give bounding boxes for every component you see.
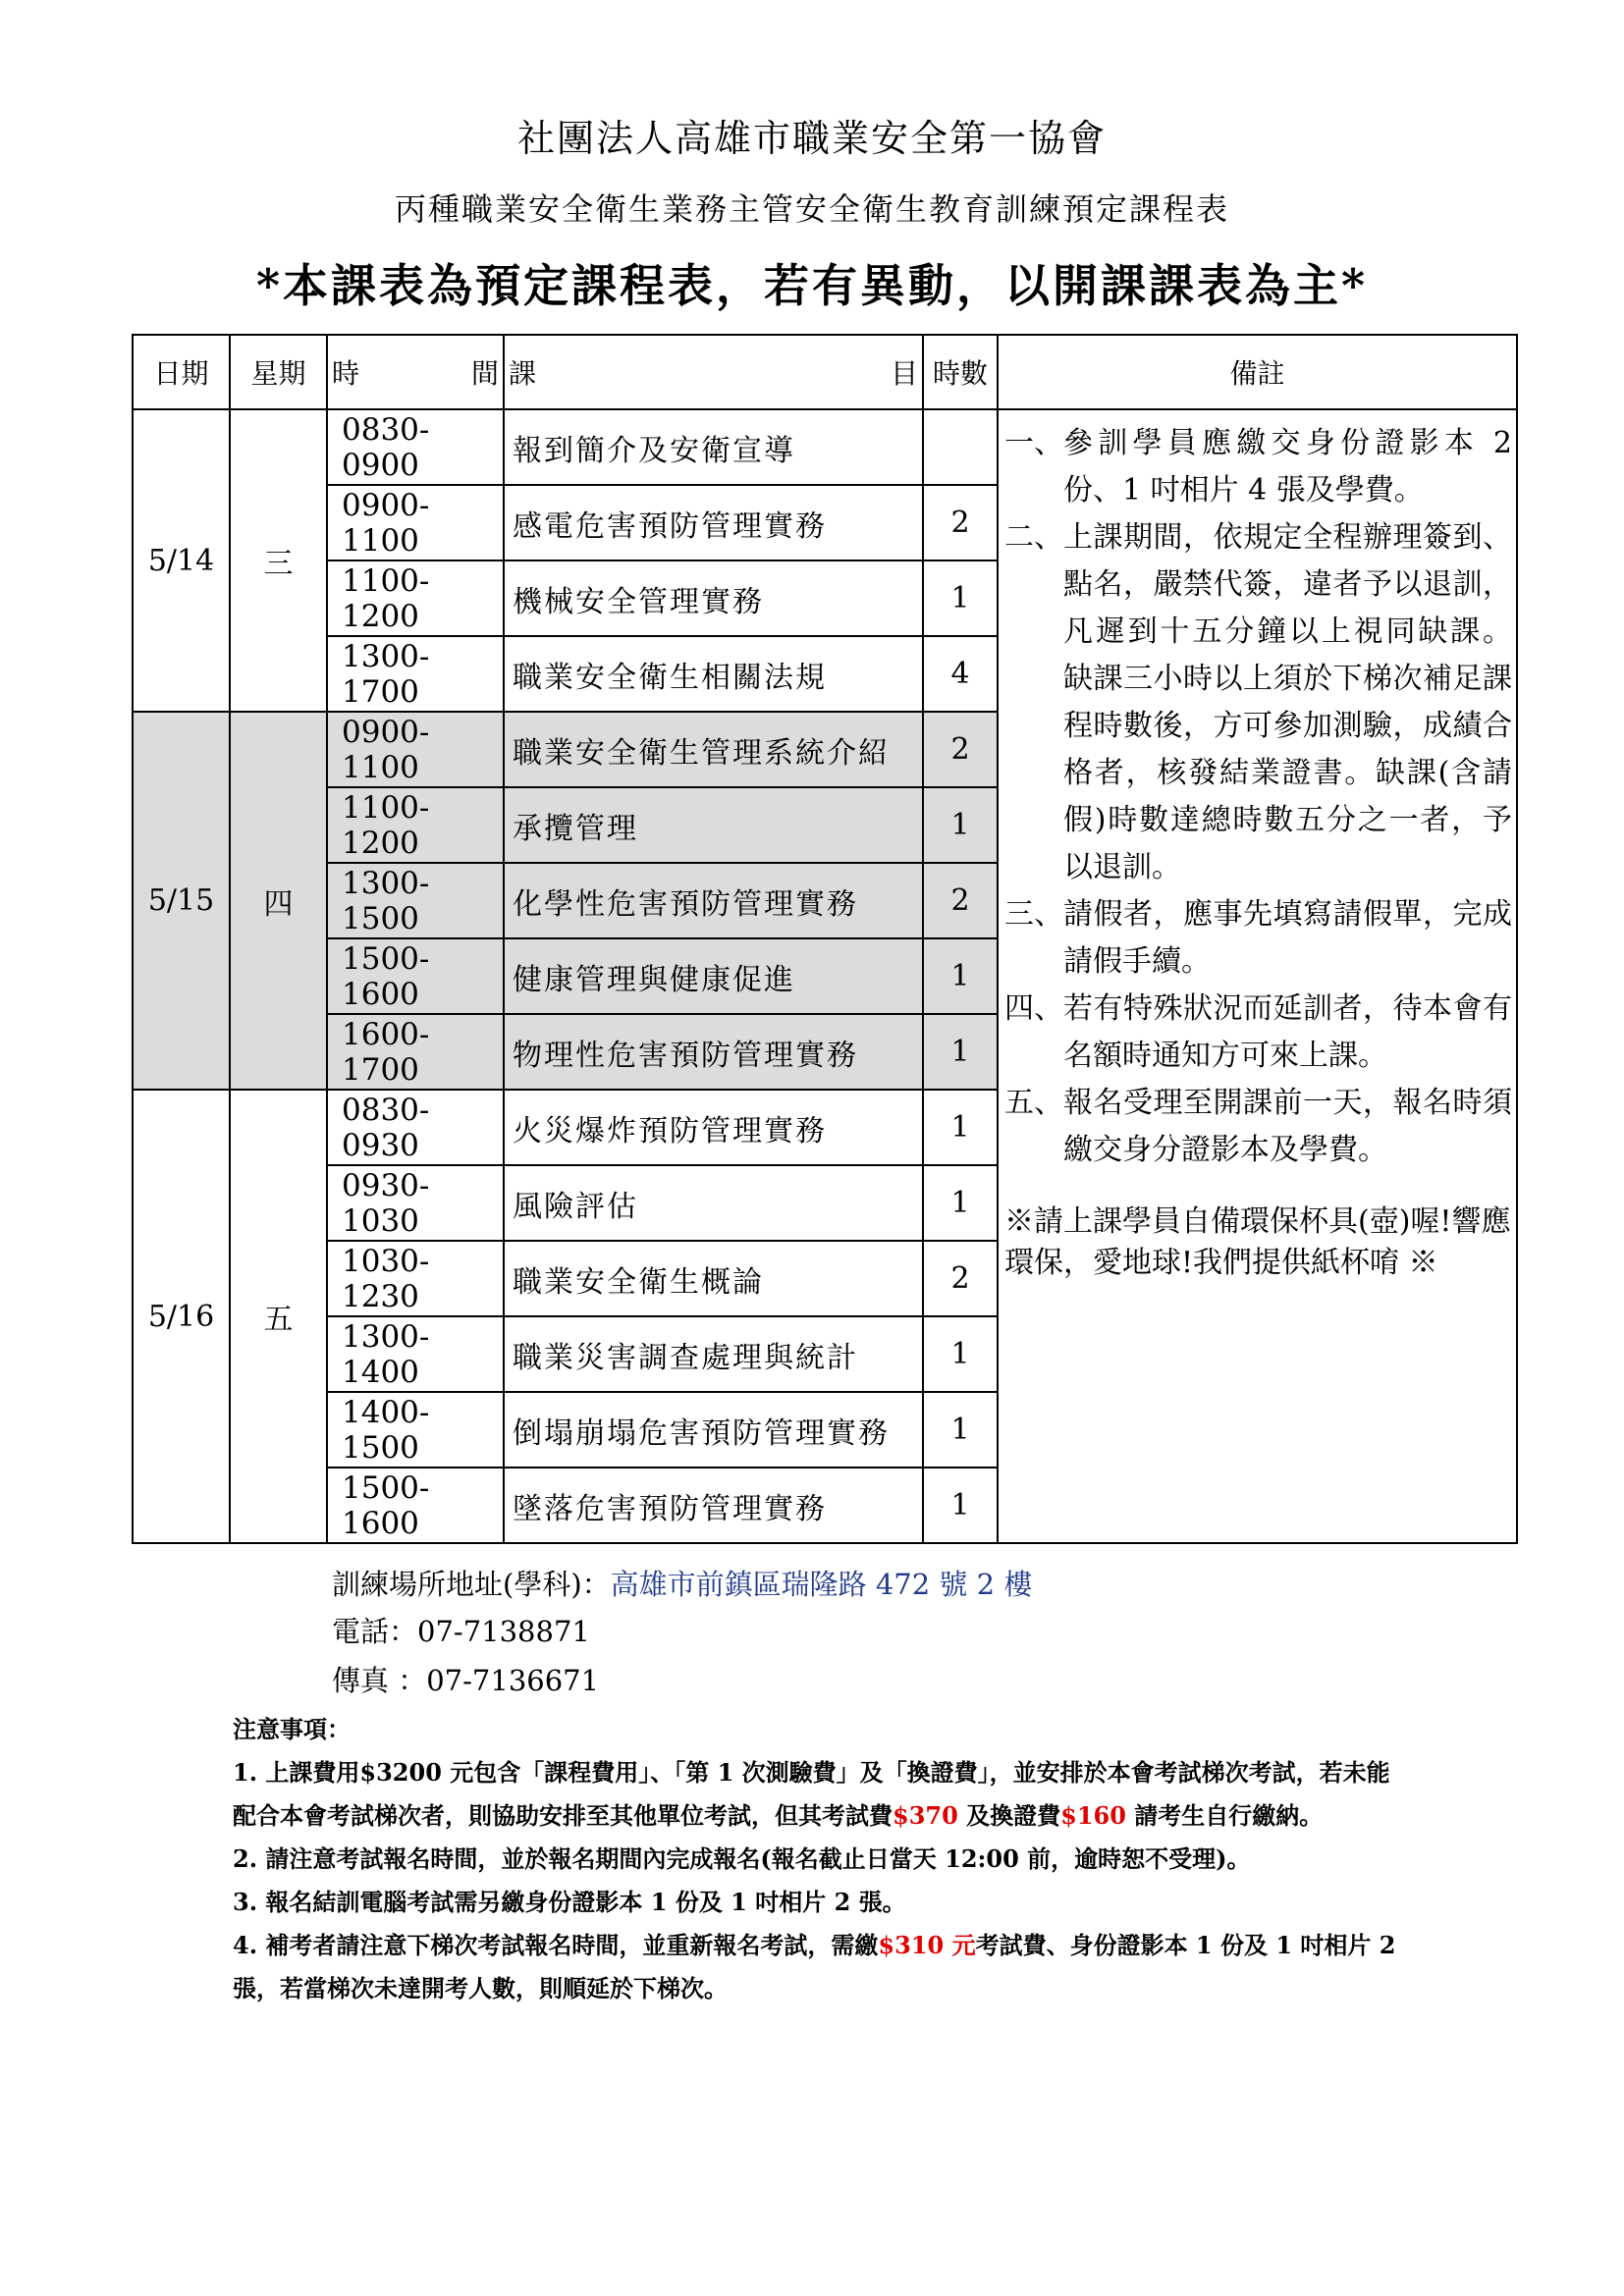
course-cell: 感電危害預防管理實務 (504, 485, 923, 561)
schedule-body (133, 409, 1517, 1543)
note-text: 上課期間，依規定全程辦理簽到、點名，嚴禁代簽，違者予以退訓，凡遲到十五分鐘以上視同缺課。 缺課三小時以上須於下梯次補足課程時數後，方可參加測驗，成績合格者，核發結業證書。缺課(含請假)時數達總時數五分之一者，予以退訓。 (1063, 520, 1512, 884)
attention-heading: 注意事項： (233, 1715, 351, 1743)
attention-item-1 (233, 1751, 1411, 1838)
date-cell: 5/15 (133, 712, 230, 1090)
hours-cell: 1 (923, 1165, 998, 1241)
table-row (133, 409, 1517, 485)
weekday-cell: 四 (230, 712, 327, 1090)
hours-cell: 2 (923, 712, 998, 787)
schedule-notice: *本課表為預定課程表，若有異動，以開課課表為主* (255, 259, 1369, 312)
course-cell: 風險評估 (504, 1165, 923, 1241)
note-item (1004, 891, 1512, 986)
training-address (332, 1563, 1032, 1603)
attention-item-1-text-c: 請考生自行繳納。 (1125, 1801, 1324, 1830)
course-title: 丙種職業安全衛生業務主管安全衛生教育訓練預定課程表 (394, 190, 1229, 228)
time-cell: 0930-1030 (327, 1165, 504, 1241)
note-label: 一、 (1004, 426, 1063, 460)
time-cell: 1500-1600 (327, 938, 504, 1014)
address-label: 訓練場所地址(學科)： (332, 1568, 611, 1601)
note-label: 二、 (1004, 520, 1063, 555)
hours-cell: 2 (923, 1241, 998, 1316)
attention-item-4-text-a: 4. 補考者請注意下梯次考試報名時間，並重新報名考試，需繳 (233, 1931, 879, 1959)
date-cell: 5/14 (133, 409, 230, 712)
course-cell: 職業安全衛生概論 (504, 1241, 923, 1316)
attention-item-1-text-a: 1. 上課費用$3200 元包含「課程費用」、「第 1 次測驗費」及「換證費」，並安排於本會考試梯次考試，若未能配合本會考試梯次者，則協助安排至其他單位考試，但其考試費 (233, 1758, 1390, 1830)
header-hours: 時數 (923, 335, 998, 409)
course-cell: 倒塌崩塌危害預防管理實務 (504, 1392, 923, 1468)
course-cell: 化學性危害預防管理實務 (504, 863, 923, 938)
header-notes: 備註 (998, 335, 1517, 409)
course-cell: 職業災害調查處理與統計 (504, 1316, 923, 1392)
hours-cell: 1 (923, 1392, 998, 1468)
time-cell: 0830-0900 (327, 409, 504, 485)
course-cell: 物理性危害預防管理實務 (504, 1014, 923, 1090)
attention-item-2: 2. 請注意考試報名時間，並於報名期間內完成報名(報名截止日當天 12:00 前，逾時恕不受理)。 (233, 1844, 1251, 1873)
hours-cell: 2 (923, 863, 998, 938)
time-cell: 1100-1200 (327, 561, 504, 636)
certificate-fee: $160 (1060, 1801, 1126, 1830)
organization-title: 社團法人高雄市職業安全第一協會 (516, 117, 1107, 160)
schedule-table (132, 334, 1518, 1544)
note-item (1004, 986, 1512, 1080)
note-label: 四、 (1004, 991, 1063, 1026)
attention-item-4-text-b: 考試費、身份證影本 1 份及 1 吋相片 2 張，若當梯次未達開考人數，則順延於下梯次。 (233, 1931, 1396, 2002)
exam-fee: $370 (893, 1801, 958, 1830)
notes-cell (998, 409, 1517, 1543)
header-time-b: 間 (470, 357, 499, 390)
time-cell: 1300-1500 (327, 863, 504, 938)
note-item (1004, 514, 1512, 891)
course-cell: 職業安全衛生相關法規 (504, 636, 923, 712)
time-cell: 0900-1100 (327, 712, 504, 787)
attention-item-4 (233, 1924, 1411, 2010)
course-cell: 健康管理與健康促進 (504, 938, 923, 1014)
hours-cell: 1 (923, 561, 998, 636)
time-cell: 1100-1200 (327, 787, 504, 863)
note-text: 請假者，應事先填寫請假單，完成請假手續。 (1063, 897, 1512, 979)
hours-cell (923, 409, 998, 485)
header-course-b: 目 (890, 357, 918, 390)
note-item (1004, 1080, 1512, 1174)
time-cell: 1600-1700 (327, 1014, 504, 1090)
note-text: 若有特殊狀況而延訓者，待本會有名額時通知方可來上課。 (1063, 991, 1512, 1073)
note-label: 三、 (1004, 897, 1063, 932)
header-course (504, 335, 923, 409)
table-header-row (133, 335, 1517, 409)
hours-cell: 4 (923, 636, 998, 712)
weekday-cell: 五 (230, 1090, 327, 1543)
note-label: 五、 (1004, 1086, 1063, 1120)
course-cell: 報到簡介及安衛宣導 (504, 409, 923, 485)
time-cell: 0830-0930 (327, 1090, 504, 1165)
course-cell: 承攬管理 (504, 787, 923, 863)
course-cell: 機械安全管理實務 (504, 561, 923, 636)
header-weekday: 星期 (230, 335, 327, 409)
time-cell: 0900-1100 (327, 485, 504, 561)
fax-number: 傳真 ：07-7136671 (332, 1664, 600, 1697)
time-cell: 1300-1700 (327, 636, 504, 712)
time-cell: 1300-1400 (327, 1316, 504, 1392)
time-cell: 1030-1230 (327, 1241, 504, 1316)
note-text: 報名受理至開課前一天，報名時須繳交身分證影本及學費。 (1063, 1086, 1512, 1167)
course-cell: 墜落危害預防管理實務 (504, 1468, 923, 1543)
course-cell: 職業安全衛生管理系統介紹 (504, 712, 923, 787)
course-cell: 火災爆炸預防管理實務 (504, 1090, 923, 1165)
note-text: 參訓學員應繳交身份證影本 2 份、1 吋相片 4 張及學費。 (1063, 426, 1512, 507)
attention-item-1-text-b: 及換證費 (957, 1801, 1061, 1830)
hours-cell: 2 (923, 485, 998, 561)
time-cell: 1500-1600 (327, 1468, 504, 1543)
phone-number: 電話：07-7138871 (332, 1615, 590, 1648)
retake-fee: $310 元 (878, 1931, 976, 1959)
hours-cell: 1 (923, 1316, 998, 1392)
header-time (327, 335, 504, 409)
header-course-a: 課 (509, 357, 537, 390)
header-time-a: 時 (332, 357, 360, 390)
date-cell: 5/16 (133, 1090, 230, 1543)
weekday-cell: 三 (230, 409, 327, 712)
hours-cell: 1 (923, 1014, 998, 1090)
attention-item-3: 3. 報名結訓電腦考試需另繳身份證影本 1 份及 1 吋相片 2 張。 (233, 1888, 906, 1916)
time-cell: 1400-1500 (327, 1392, 504, 1468)
hours-cell: 1 (923, 938, 998, 1014)
header-date: 日期 (133, 335, 230, 409)
hours-cell: 1 (923, 1468, 998, 1543)
hours-cell: 1 (923, 1090, 998, 1165)
note-item (1004, 420, 1512, 514)
address-value: 高雄市前鎮區瑞隆路 472 號 2 樓 (610, 1568, 1033, 1601)
attention-section (233, 1708, 1411, 2010)
eco-cup-remark: ※請上課學員自備環保杯具(壺)喔!響應環保，愛地球!我們提供紙杯唷 ※ (1004, 1204, 1511, 1280)
hours-cell: 1 (923, 787, 998, 863)
